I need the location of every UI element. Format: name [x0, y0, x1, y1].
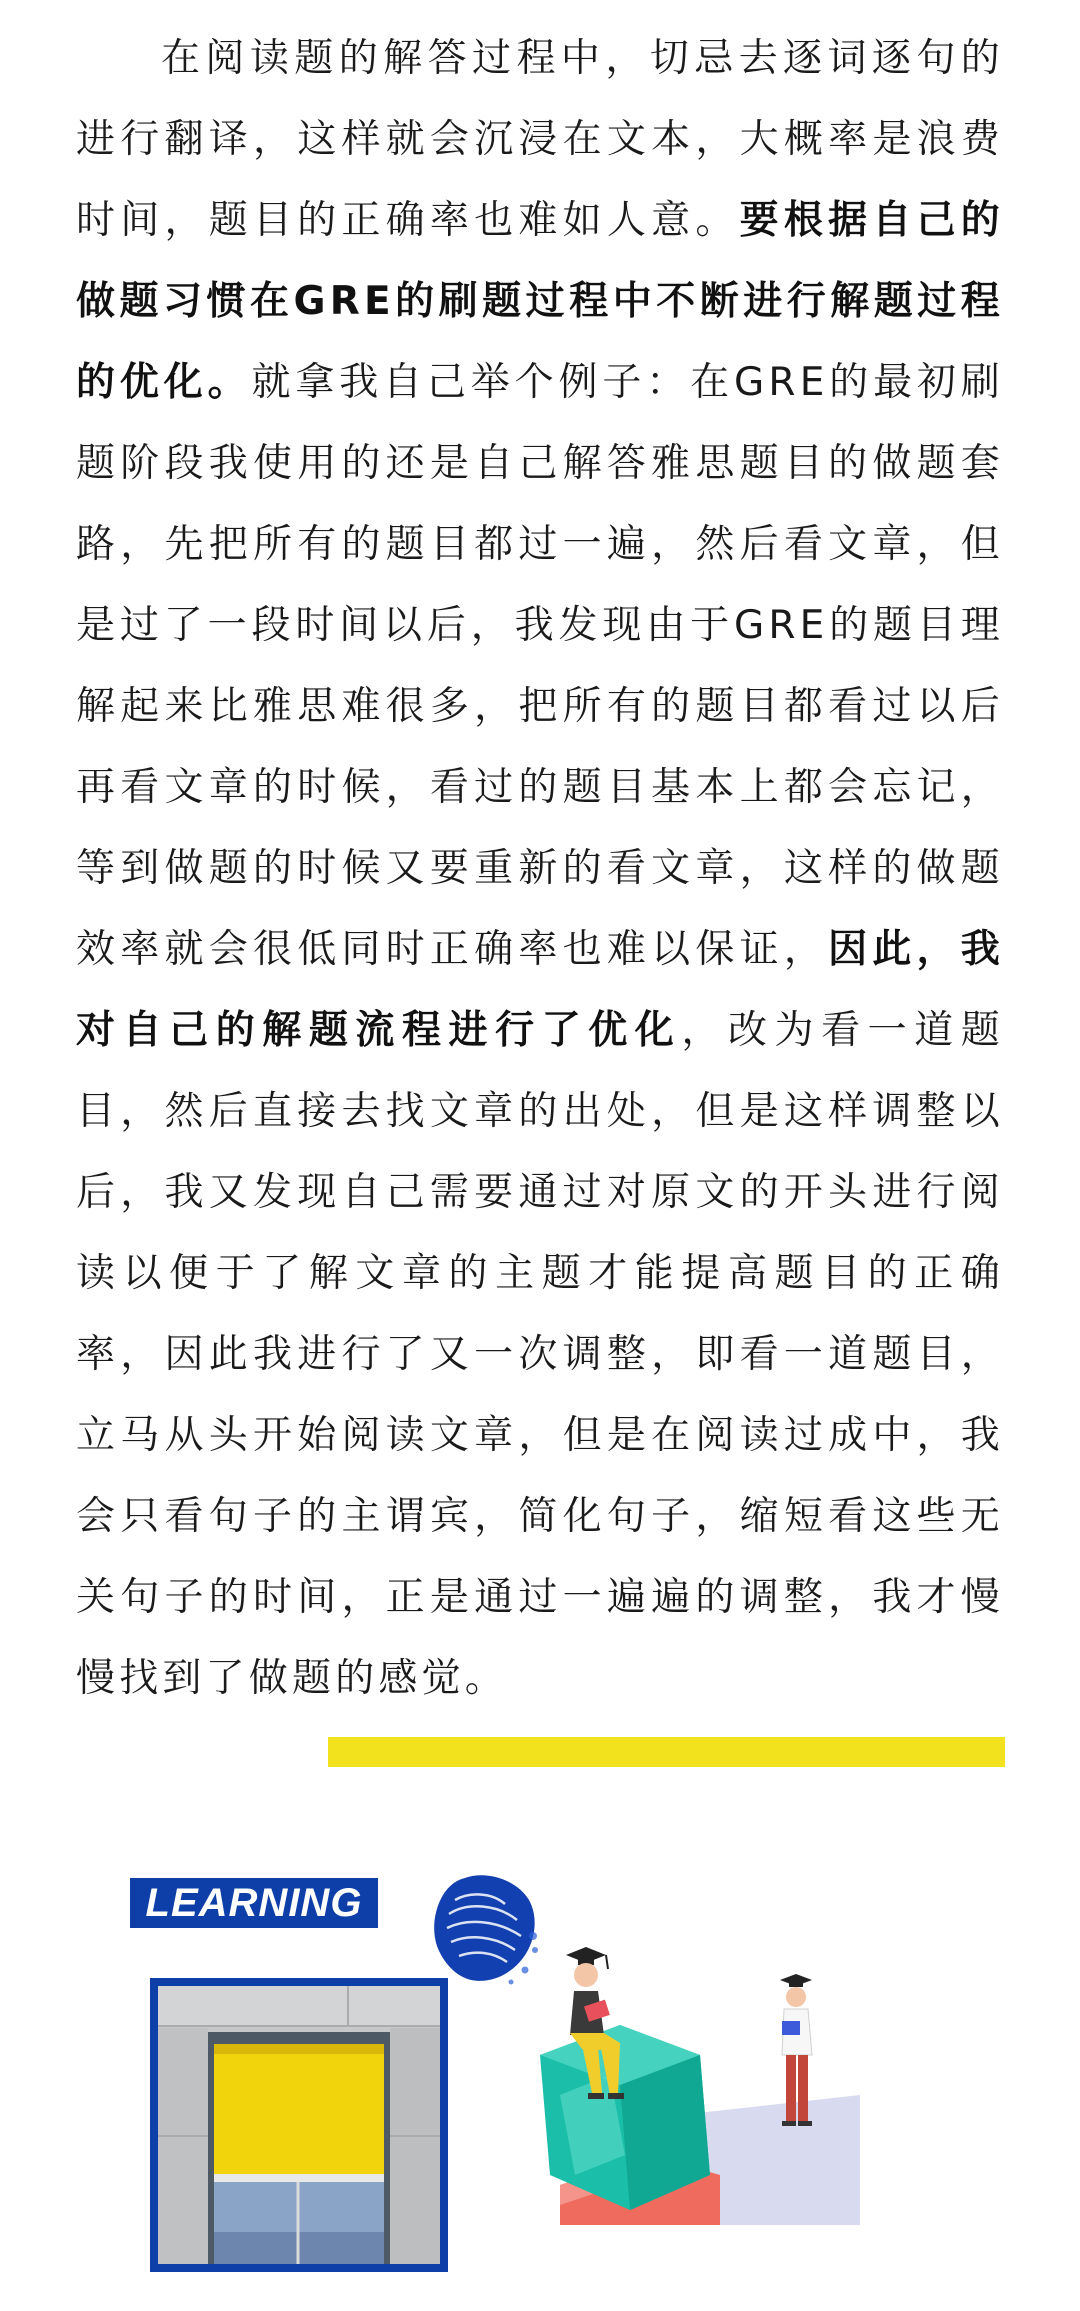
study-illustration — [530, 1925, 890, 2225]
article-bold-text: 要根据自己的做题习惯在GRE的刷题过程中不断进行解题过程的优化。 — [76, 198, 1004, 405]
article-bold-text: 因此，我对自己的解题流程进行了优化 — [76, 927, 1004, 1053]
ink-blot-icon — [425, 1870, 541, 1988]
student-reading-icon — [780, 1974, 812, 2126]
building-window-photo — [150, 1978, 448, 2272]
building-window-image — [158, 1986, 440, 2264]
article-text: 在阅读题的解答过程中，切忌去逐词逐句的进行翻译，这样就会沉浸在文本，大概率是浪费时间，题目的正确率也难如人意。 — [76, 36, 1004, 243]
article-paragraph — [76, 18, 1004, 1719]
learning-badge: LEARNING — [130, 1878, 378, 1928]
yellow-divider — [328, 1737, 1005, 1767]
article-text: 就拿我自己举个例子：在GRE的最初刷题阶段我使用的还是自己解答雅思题目的做题套路，先把所有的题目都过一遍，然后看文章，但是过了一段时间以后，我发现由于GRE的题目理解起来比雅思难很多，把所有的题目都看过以后再看文章的时候，看过的题目基本上都会忘记，等到做题的时候又要重新的看文章，这样的做题效率就会很低同时正确率也难以保证， — [76, 360, 1004, 972]
article-text: ，改为看一道题目，然后直接去找文章的出处，但是这样调整以后，我又发现自己需要通过对原文的开头进行阅读以便于了解文章的主题才能提高题目的正确率，因此我进行了又一次调整，即看一道题目，立马从头开始阅读文章，但是在阅读过成中，我会只看句子的主谓宾，简化句子，缩短看这些无关句子的时间，正是通过一遍遍的调整，我才慢慢找到了做题的感觉。 — [76, 1008, 1004, 1701]
